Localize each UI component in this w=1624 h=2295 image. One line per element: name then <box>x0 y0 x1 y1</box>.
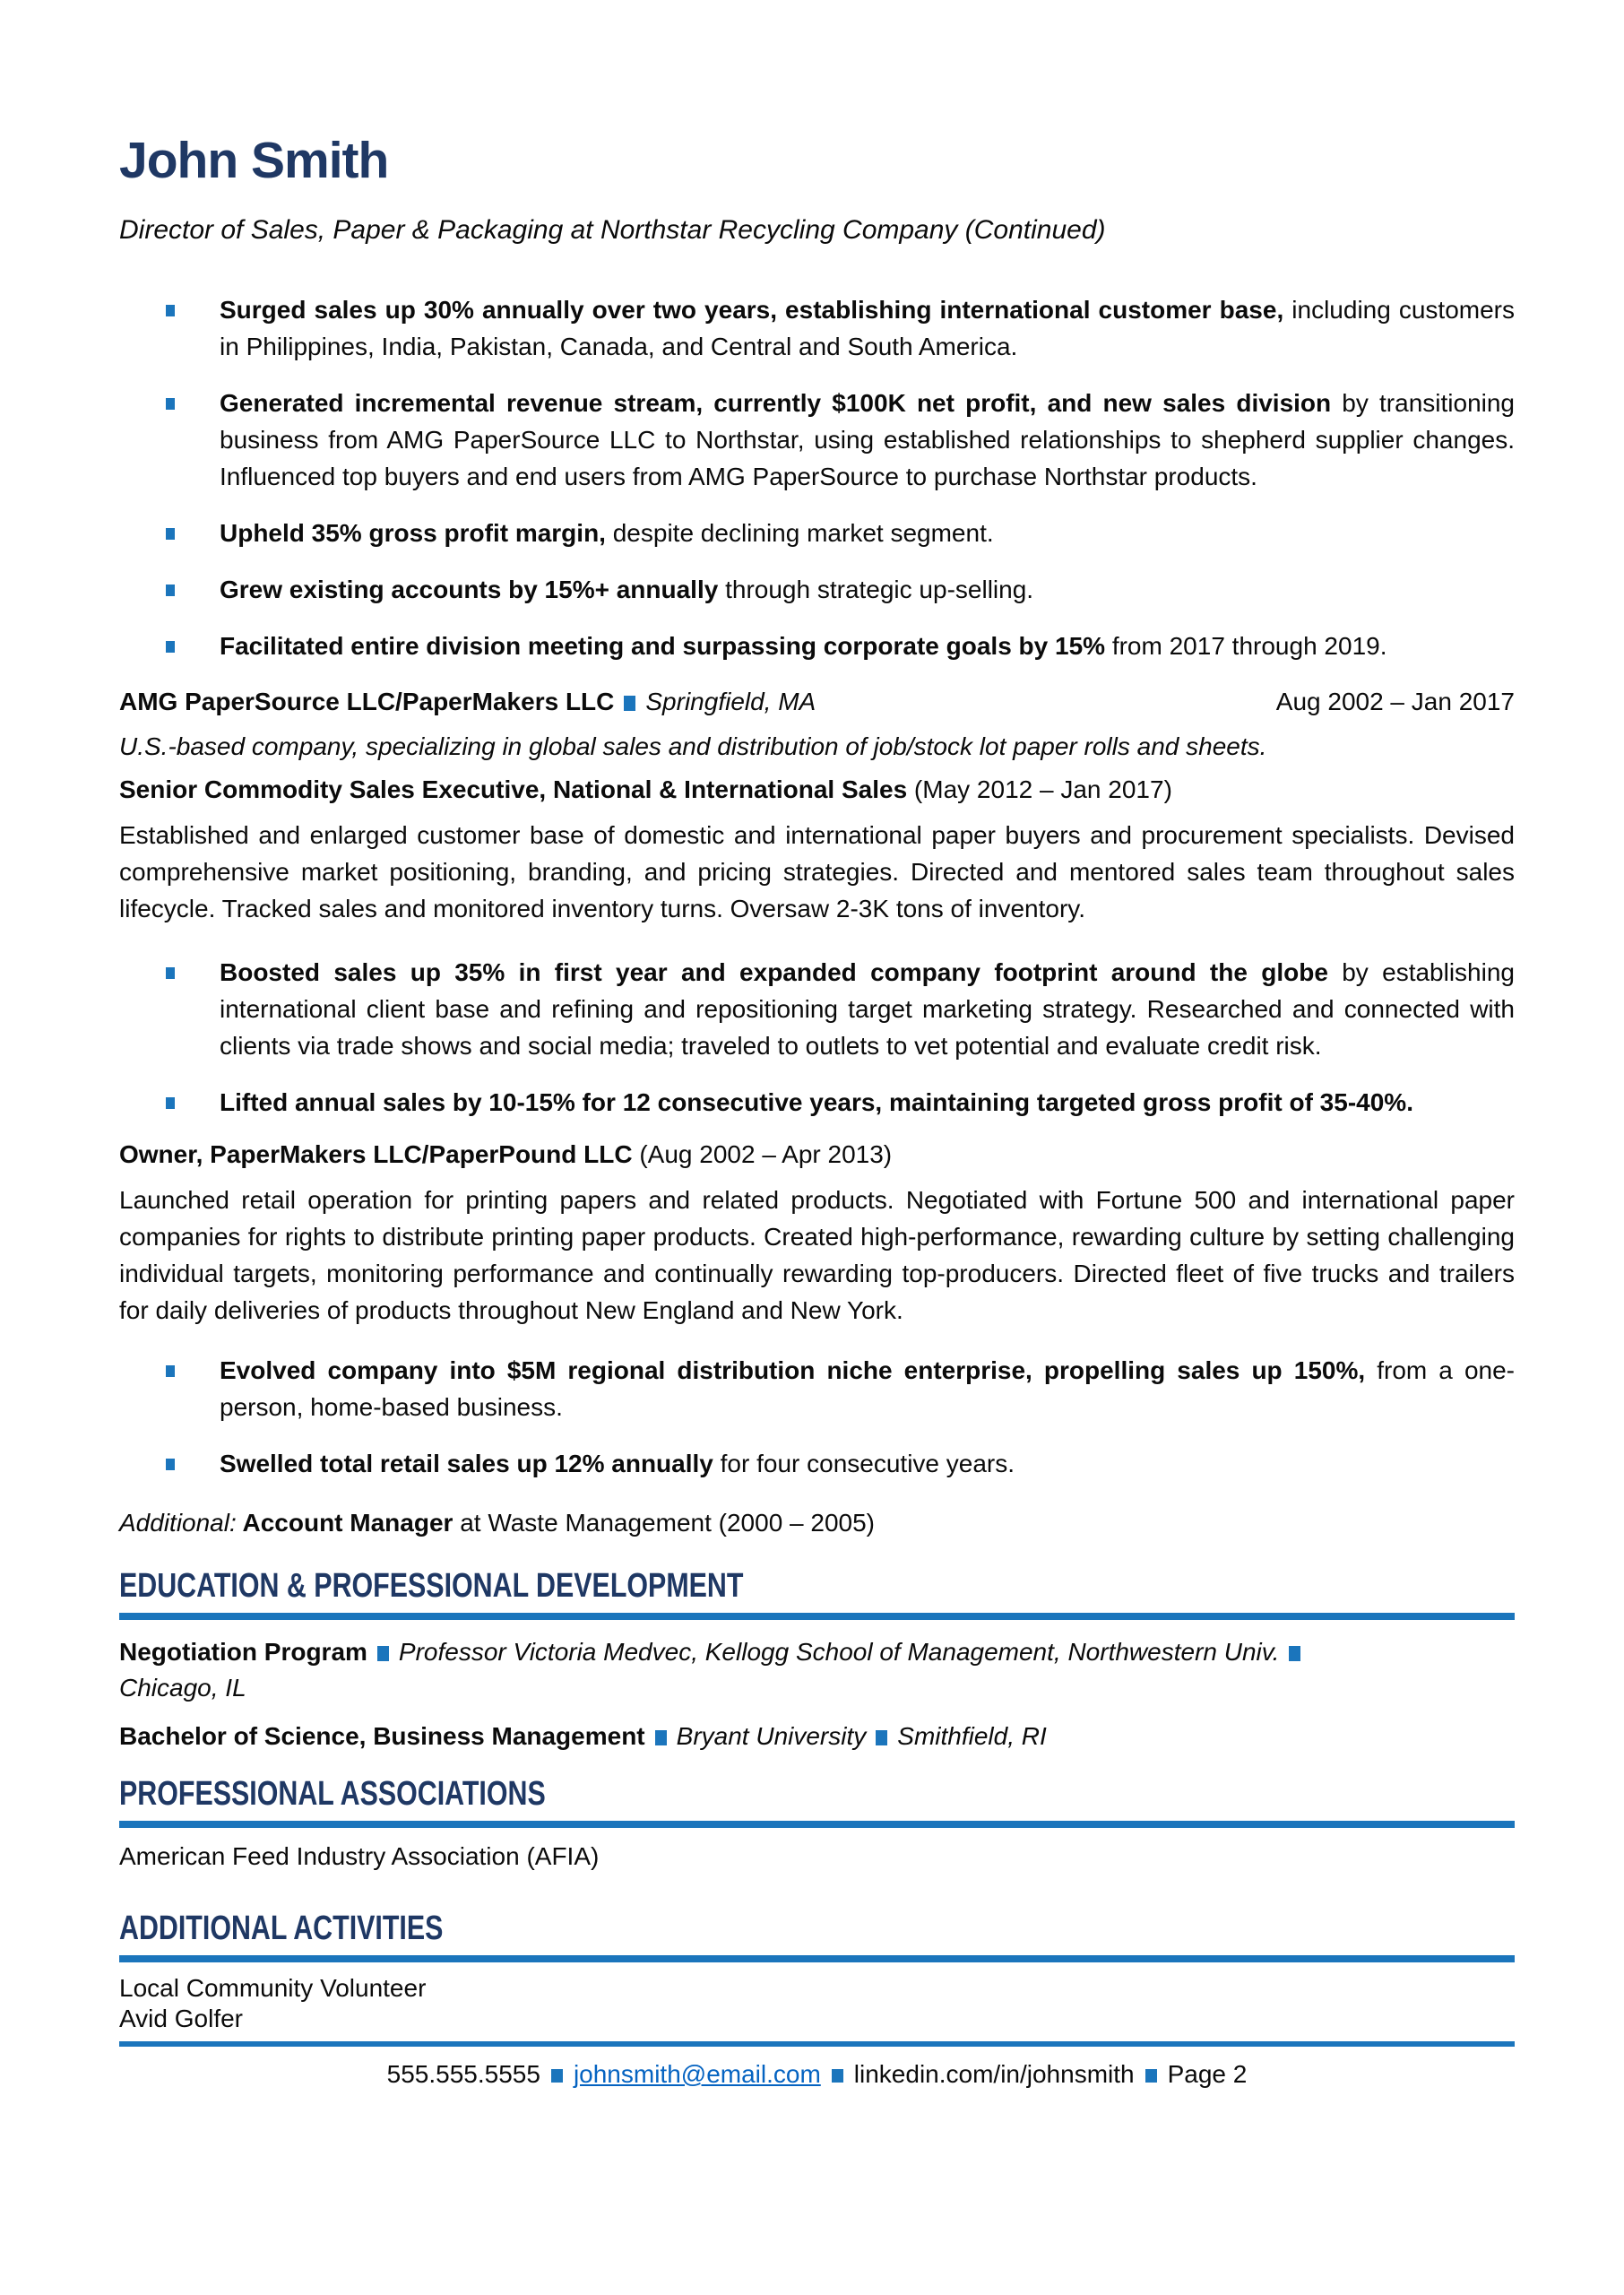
section-heading-education: EDUCATION & PROFESSIONAL DEVELOPMENT <box>119 1567 744 1605</box>
education-item <box>119 1634 1515 1670</box>
company-header <box>119 684 1515 720</box>
association-item: American Feed Industry Association (AFIA) <box>119 1842 600 1870</box>
separator-square-icon <box>876 1730 887 1745</box>
owner-summary: Launched retail operation for printing papers and related products. Negotiated with Fortune 500 and international paper companies for rights to distribute printing paper products. Created high-performance, rewarding culture by setting challenging individual targets, monitoring performance and continually rewarding top-producers. Directed fleet of five trucks and trailers for daily deliveries of products throughout New England and New York. <box>119 1186 1515 1324</box>
associations-section <box>119 1776 1515 1875</box>
bullet-square-icon <box>166 398 175 410</box>
bullet-square-icon <box>166 1459 175 1470</box>
role-title-line <box>119 772 1515 808</box>
program-name: Negotiation Program <box>119 1638 367 1666</box>
email-link[interactable]: johnsmith@email.com <box>573 2060 821 2088</box>
activity-item: Local Community Volunteer <box>119 1974 427 2002</box>
list-item <box>119 291 1515 365</box>
separator-square-icon <box>624 696 635 711</box>
education-section <box>119 1568 1515 1754</box>
company-name: AMG PaperSource LLC/PaperMakers LLC <box>119 688 615 715</box>
bullet-lead: Generated incremental revenue stream, currently $100K net profit, and new sales division <box>220 389 1332 417</box>
education-item <box>119 1719 1515 1754</box>
role-summary: Established and enlarged customer base of domestic and international paper buyers and procurement specialists. Devised comprehensive market positioning, branding, and pricing strategies. Directed and mentored sales team throughout sales lifecycle. Tracked sales and monitored inventory turns. Oversaw 2-3K tons of inventory. <box>119 821 1515 922</box>
bullet-lead: Evolved company into $5M regional distribution niche enterprise, propelling sales up 150%, <box>220 1356 1366 1384</box>
company-dates: Aug 2002 – Jan 2017 <box>1275 688 1515 715</box>
program-name: Bachelor of Science, Business Management <box>119 1722 645 1750</box>
owner-role-bullet-list <box>119 1352 1515 1482</box>
bullet-rest: including customers in Philippines, India, Pakistan, Canada, and Central and South America. <box>220 296 1515 360</box>
section-rule <box>119 1821 1515 1828</box>
bullet-rest: by establishing international client base and refining and repositioning target marketing strategy. Researched and connected with clients via trade shows and social media; traveled to outlets to vet potential and evaluate credit risk. <box>220 958 1515 1060</box>
bullet-square-icon <box>166 1097 175 1109</box>
bullet-square-icon <box>166 305 175 316</box>
separator-square-icon <box>1145 2069 1157 2083</box>
activity-item: Avid Golfer <box>119 2005 243 2032</box>
page-title: John Smith <box>119 132 389 189</box>
bullet-lead: Boosted sales up 35% in first year and expanded company footprint around the globe <box>220 958 1328 986</box>
bullet-lead: Lifted annual sales by 10-15% for 12 consecutive years, maintaining targeted gross profit of 35-40%. <box>220 1088 1413 1116</box>
list-item <box>119 571 1515 608</box>
list-item <box>119 385 1515 495</box>
bullet-square-icon <box>166 585 175 596</box>
additional-role: Account Manager <box>236 1509 454 1537</box>
job-subtitle: Director of Sales, Paper & Packaging at Northstar Recycling Company (Continued) <box>119 215 1106 245</box>
separator-square-icon <box>377 1646 389 1661</box>
bullet-lead: Surged sales up 30% annually over two years, establishing international customer base, <box>220 296 1284 324</box>
list-item <box>119 954 1515 1064</box>
page-number: Page 2 <box>1167 2060 1248 2088</box>
section-heading-activities: ADDITIONAL ACTIVITIES <box>119 1910 444 1947</box>
company-location: Springfield, MA <box>645 688 816 715</box>
bullet-lead: Upheld 35% gross profit margin, <box>220 519 606 547</box>
company-description: U.S.-based company, specializing in global sales and distribution of job/stock lot paper rolls and sheets. <box>119 732 1267 760</box>
section-rule <box>119 1955 1515 1962</box>
program-location: Chicago, IL <box>119 1674 246 1702</box>
owner-title-line <box>119 1137 1515 1173</box>
continued-bullet-list <box>119 291 1515 664</box>
bullet-square-icon <box>166 641 175 653</box>
additional-label: Additional: <box>119 1509 237 1537</box>
role-dates: (May 2012 – Jan 2017) <box>907 775 1172 803</box>
bullet-rest: despite declining market segment. <box>605 519 994 547</box>
phone-number: 555.555.5555 <box>386 2060 540 2088</box>
role-dates: (Aug 2002 – Apr 2013) <box>632 1140 893 1168</box>
additional-rest: at Waste Management (2000 – 2005) <box>453 1509 876 1537</box>
activities-section <box>119 1910 1515 2034</box>
company-name-location <box>119 684 816 720</box>
bullet-square-icon <box>166 528 175 540</box>
footer-rule <box>119 2041 1515 2047</box>
list-item <box>119 1084 1515 1121</box>
program-location: Smithfield, RI <box>897 1722 1047 1750</box>
bullet-lead: Swelled total retail sales up 12% annually <box>220 1450 713 1477</box>
program-detail: Professor Victoria Medvec, Kellogg School of Management, Northwestern Univ. <box>398 1638 1280 1666</box>
role-title: Senior Commodity Sales Executive, National & International Sales <box>119 775 908 803</box>
bullet-square-icon <box>166 967 175 979</box>
additional-experience-line <box>119 1505 1515 1541</box>
separator-square-icon <box>832 2069 843 2083</box>
separator-square-icon <box>1289 1646 1300 1661</box>
section-rule <box>119 1613 1515 1620</box>
linkedin-url: linkedin.com/in/johnsmith <box>853 2060 1135 2088</box>
senior-role-bullet-list <box>119 954 1515 1121</box>
bullet-lead: Grew existing accounts by 15%+ annually <box>220 576 719 603</box>
bullet-rest: through strategic up-selling. <box>718 576 1034 603</box>
bullet-rest: for four consecutive years. <box>713 1450 1015 1477</box>
list-item <box>119 1352 1515 1425</box>
list-item <box>119 628 1515 664</box>
bullet-square-icon <box>166 1365 175 1377</box>
separator-square-icon <box>551 2069 563 2083</box>
role-title: Owner, PaperMakers LLC/PaperPound LLC <box>119 1140 633 1168</box>
bullet-lead: Facilitated entire division meeting and surpassing corporate goals by 15% <box>220 632 1106 660</box>
separator-square-icon <box>655 1730 667 1745</box>
bullet-rest: from a one-person, home-based business. <box>220 1356 1515 1421</box>
bullet-rest: by transitioning business from AMG PaperSource LLC to Northstar, using established relationships to shepherd supplier changes. Influenced top buyers and end users from AMG PaperSource to purchase Northstar products. <box>220 389 1516 490</box>
footer-contact-bar <box>119 2057 1515 2091</box>
section-heading-associations: PROFESSIONAL ASSOCIATIONS <box>119 1775 546 1813</box>
list-item <box>119 515 1515 551</box>
program-detail: Bryant University <box>676 1722 867 1750</box>
list-item <box>119 1445 1515 1482</box>
bullet-rest: from 2017 through 2019. <box>1105 632 1387 660</box>
